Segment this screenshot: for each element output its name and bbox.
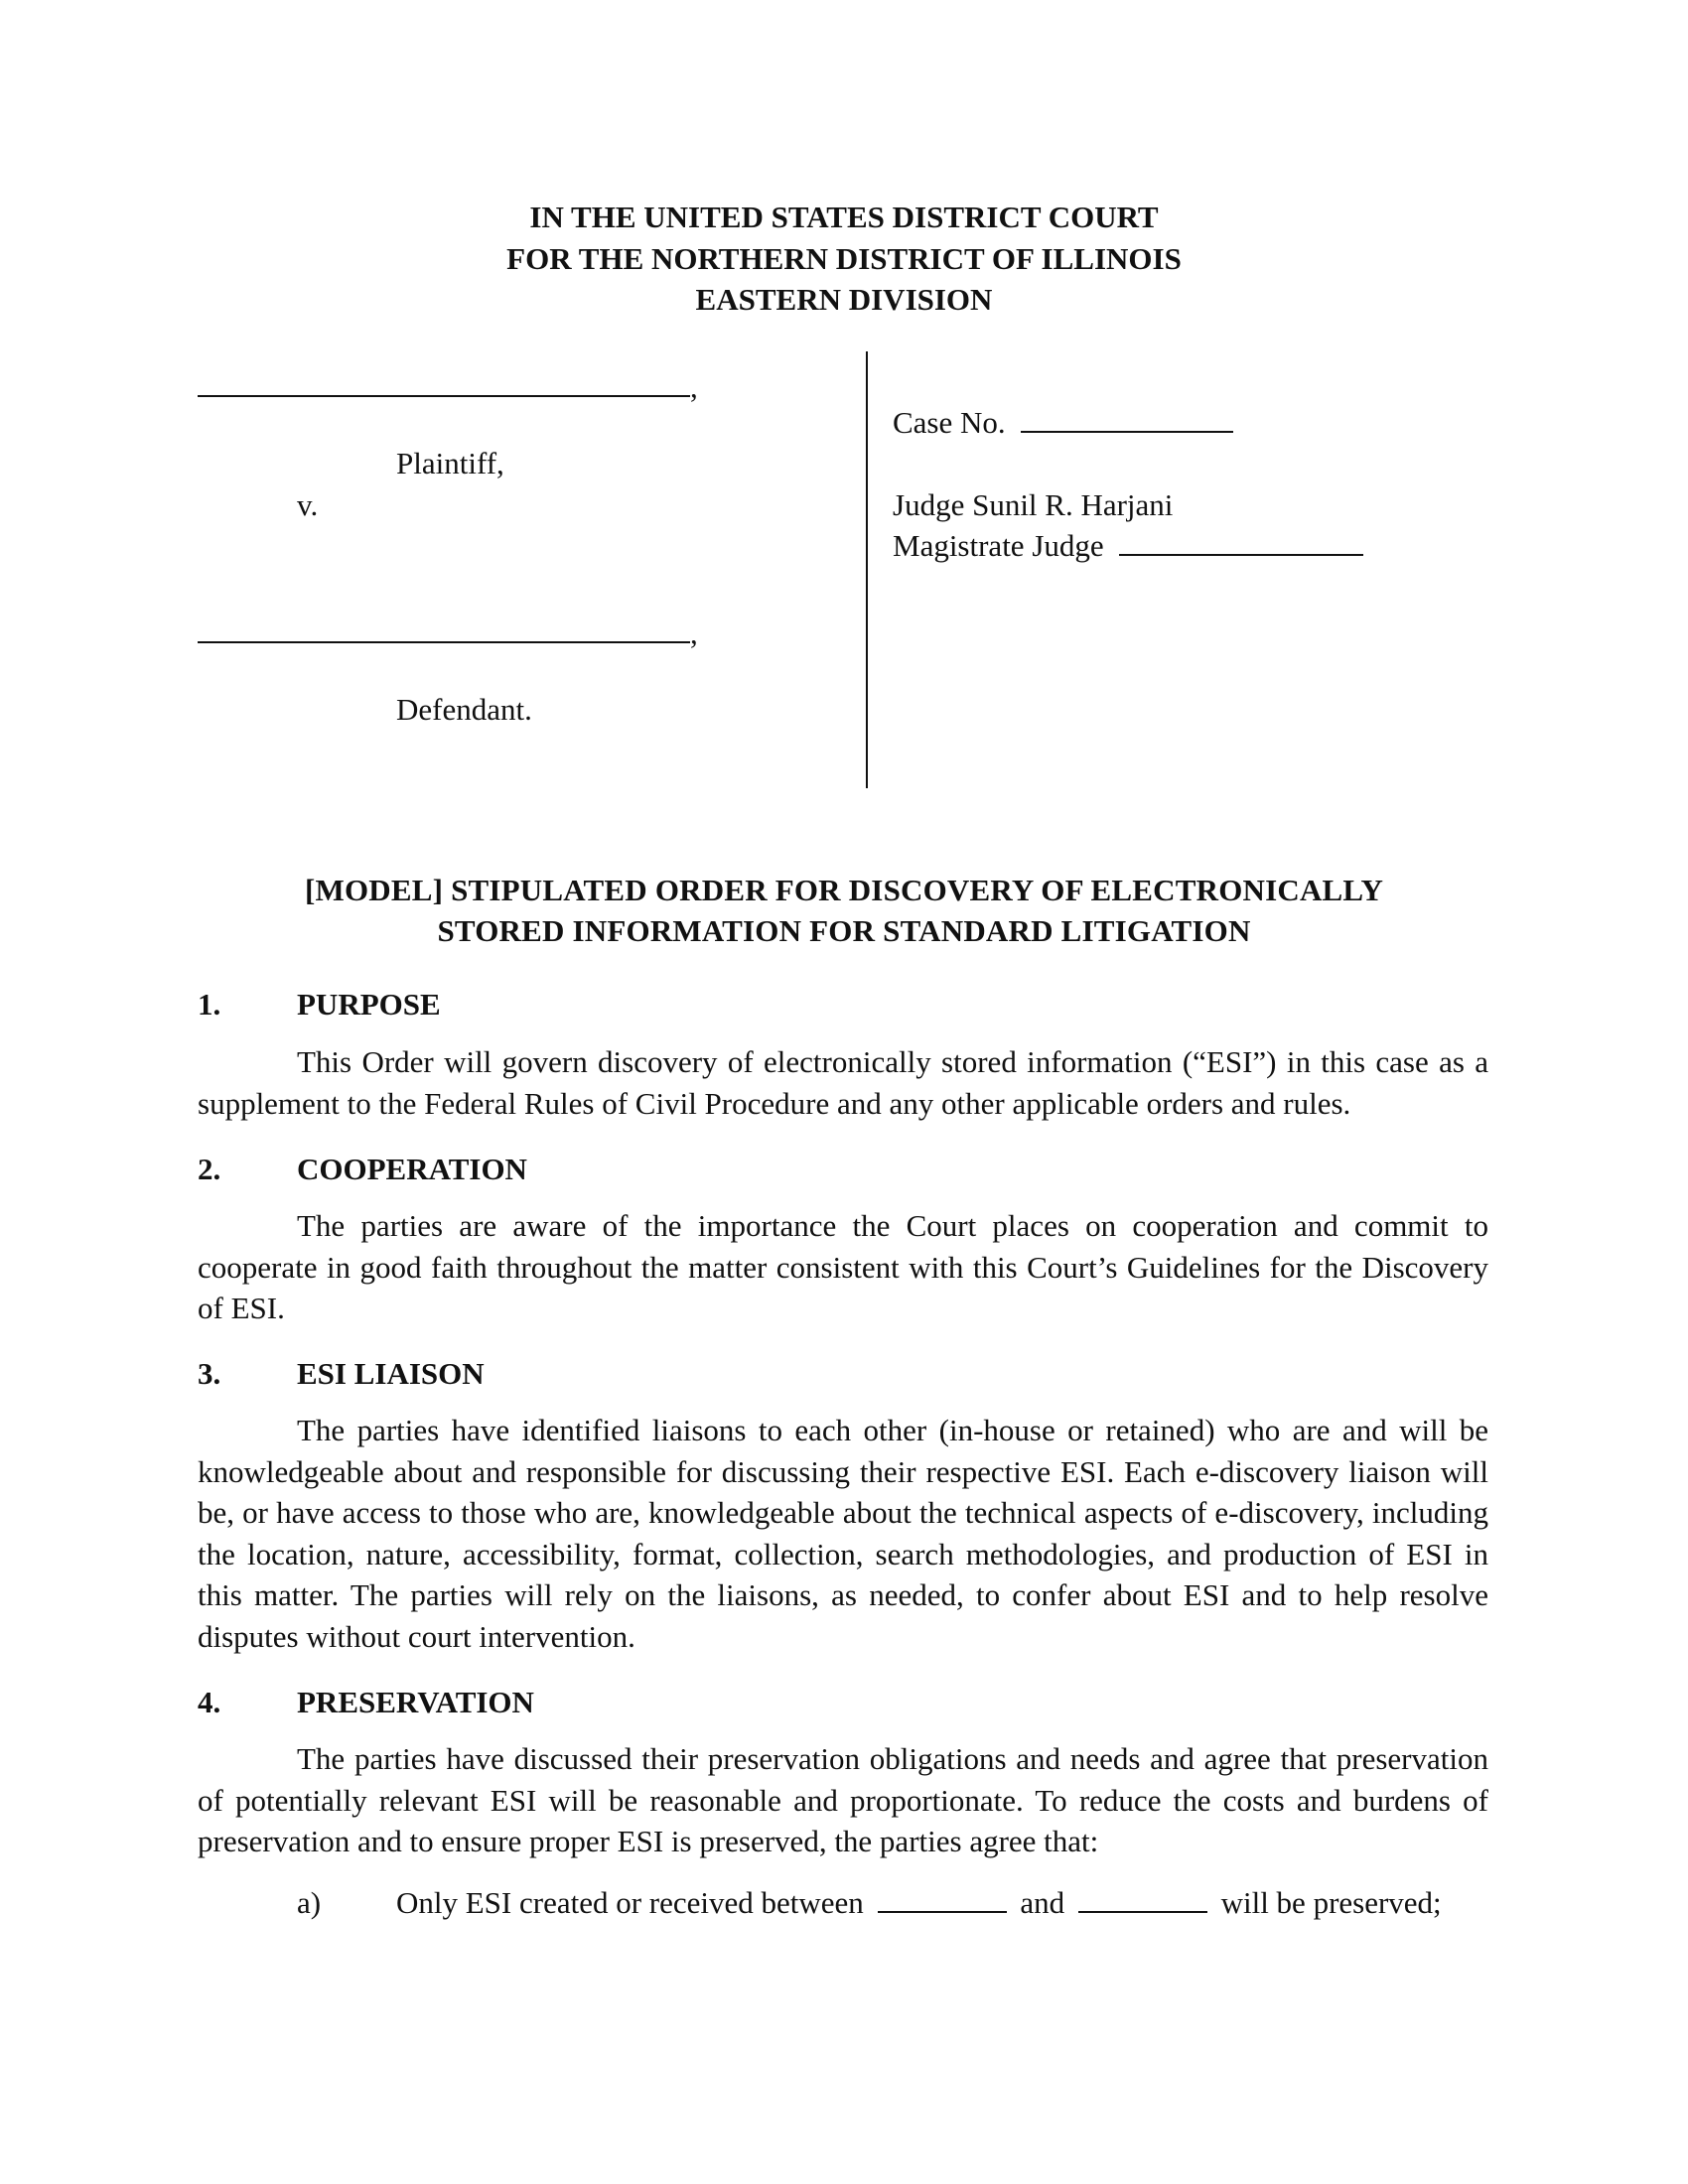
- section-2-heading: COOPERATION: [297, 1152, 527, 1186]
- section-2-number: 2.: [198, 1152, 221, 1186]
- court-division: EASTERN DIVISION: [695, 282, 993, 317]
- section-2-text: The parties are aware of the importance the Court places on cooperation and commit to cooperate in good faith throughout the matter consistent with this Court’s Guidelines for the Discovery of ESI.: [198, 1208, 1488, 1325]
- section-3-text: The parties have identified liaisons to each other (in-house or retained) who are and will be knowledgeable about and responsible for discussing their respective ESI. Each e-discovery liaison will be, or have access to those who are, knowledgeable about the technical aspects of e-discovery, including the location, nature, accessibility, format, collection, search methodologies, and production of ESI in this matter. The parties will rely on the liaisons, as needed, to confer about ESI and to help resolve disputes without court intervention.: [198, 1413, 1488, 1654]
- list-item-a-text-start: Only ESI created or received between: [396, 1885, 864, 1920]
- order-title-line-2: STORED INFORMATION FOR STANDARD LITIGATION: [437, 913, 1251, 948]
- section-4-number: 4.: [198, 1685, 221, 1719]
- plaintiff-name-blank[interactable]: [198, 395, 690, 397]
- section-4-heading: PRESERVATION: [297, 1685, 534, 1719]
- list-item-a-text-middle: and: [1020, 1885, 1065, 1920]
- case-number-blank[interactable]: [1021, 431, 1233, 433]
- section-3-heading: ESI LIAISON: [297, 1356, 485, 1391]
- section-1-text: This Order will govern discovery of electronically stored information (“ESI”) in this case as a supplement to the Federal Rules of Civil Procedure and any other applicable orders and rules.: [198, 1044, 1488, 1121]
- preservation-start-date-blank[interactable]: [878, 1911, 1007, 1913]
- list-item-a-marker: a): [297, 1885, 322, 1920]
- versus-label: v.: [297, 487, 319, 522]
- defendant-label: Defendant.: [396, 692, 532, 727]
- case-number-line: [893, 405, 1233, 441]
- magistrate-judge-line: [893, 528, 1363, 564]
- judge-name: Judge Sunil R. Harjani: [893, 487, 1174, 522]
- plaintiff-comma: ,: [690, 369, 698, 404]
- preservation-end-date-blank[interactable]: [1078, 1911, 1207, 1913]
- court-name-line-1: IN THE UNITED STATES DISTRICT COURT: [529, 200, 1159, 234]
- magistrate-judge-blank[interactable]: [1119, 554, 1363, 556]
- magistrate-judge-label: Magistrate Judge: [893, 528, 1104, 563]
- section-1-body: [198, 1041, 1488, 1124]
- section-3-number: 3.: [198, 1356, 221, 1391]
- plaintiff-label: Plaintiff,: [396, 446, 504, 480]
- defendant-name-blank[interactable]: [198, 641, 690, 643]
- section-4-body: [198, 1738, 1488, 1862]
- plaintiff-name-line: [198, 369, 698, 405]
- court-name-line-2: FOR THE NORTHERN DISTRICT OF ILLINOIS: [506, 241, 1182, 276]
- section-2-body: [198, 1205, 1488, 1329]
- section-1-heading: PURPOSE: [297, 987, 441, 1022]
- case-number-label: Case No.: [893, 405, 1006, 440]
- defendant-comma: ,: [690, 615, 698, 650]
- list-item-a: [396, 1885, 1442, 1921]
- defendant-name-line: [198, 615, 698, 651]
- section-3-body: [198, 1410, 1488, 1657]
- caption-divider: [866, 351, 868, 788]
- section-4-text: The parties have discussed their preservation obligations and needs and agree that preservation of potentially relevant ESI will be reasonable and proportionate. To reduce the costs and burdens of preservation and to ensure proper ESI is preserved, the parties agree that:: [198, 1741, 1488, 1858]
- list-item-a-text-end: will be preserved;: [1220, 1885, 1442, 1920]
- order-title-line-1: [MODEL] STIPULATED ORDER FOR DISCOVERY OF ELECTRONICALLY: [304, 873, 1384, 907]
- section-1-number: 1.: [198, 987, 221, 1022]
